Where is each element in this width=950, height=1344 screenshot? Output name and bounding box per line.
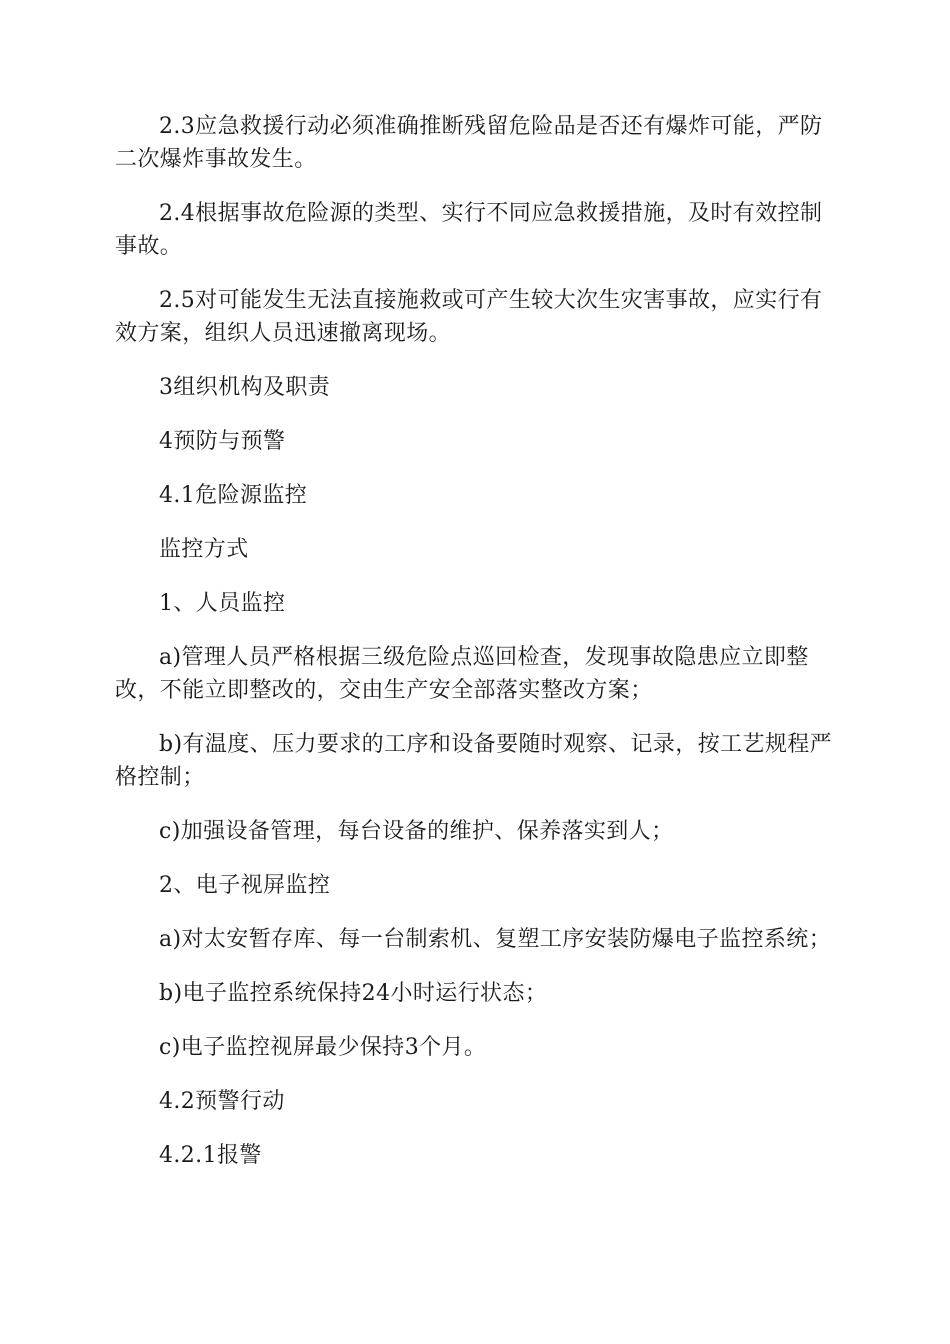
list-item-2c: c)电子监控视屏最少保持3个月。 [159, 1035, 487, 1060]
list-item-2a: a)对太安暂存库、每一台制索机、复塑工序安装防爆电子监控系统； [159, 927, 832, 952]
heading-section-4-2-1: 4.2.1报警 [159, 1143, 262, 1168]
heading-section-4: 4预防与预警 [159, 429, 286, 454]
list-item-1a: a)管理人员严格根据三级危险点巡回检查，发现事故隐患应立即整改，不能立即整改的，交由生产安全部落实整改方案； [115, 645, 809, 703]
paragraph-2-4: 2.4根据事故危险源的类型、实行不同应急救援措施，及时有效控制事故。 [115, 201, 823, 259]
list-item-1b: b)有温度、压力要求的工序和设备要随时观察、记录，按工艺规程严格控制； [115, 732, 833, 790]
subheading-monitoring-method: 监控方式 [159, 537, 249, 562]
paragraph-2-5: 2.5对可能发生无法直接施救或可产生较大次生灾害事故，应实行有效方案，组织人员迅速撤离现场。 [115, 288, 823, 346]
subheading-personnel-monitoring: 1、人员监控 [159, 591, 286, 616]
document-body [115, 110, 835, 1193]
paragraph-2-3: 2.3应急救援行动必须准确推断残留危险品是否还有爆炸可能，严防二次爆炸事故发生。 [115, 114, 823, 172]
list-item-1c: c)加强设备管理，每台设备的维护、保养落实到人； [159, 819, 674, 844]
heading-section-3: 3组织机构及职责 [159, 375, 331, 400]
subheading-video-monitoring: 2、电子视屏监控 [159, 873, 331, 898]
heading-section-4-1: 4.1危险源监控 [159, 483, 308, 508]
heading-section-4-2: 4.2预警行动 [159, 1089, 285, 1114]
list-item-2b: b)电子监控系统保持24小时运行状态； [159, 981, 548, 1006]
